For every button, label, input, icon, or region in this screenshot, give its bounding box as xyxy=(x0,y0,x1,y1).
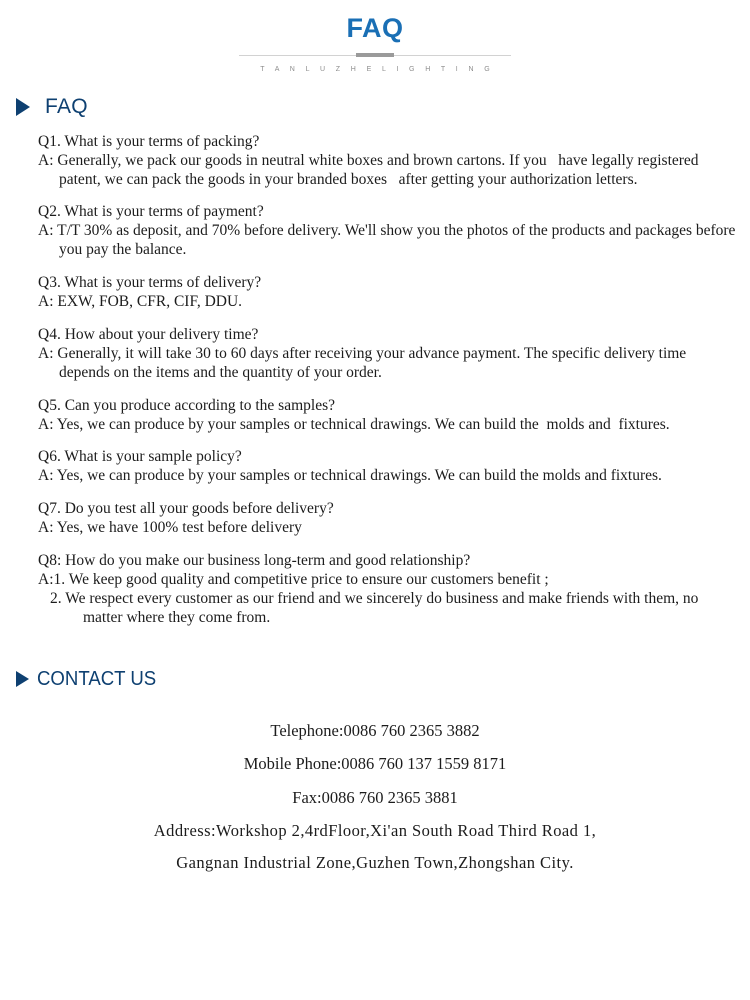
faq-answer: A:1. We keep good quality and competitive price to ensure our customers benefit ; xyxy=(38,571,549,588)
faq-question: Q7. Do you test all your goods before delivery? xyxy=(38,500,334,518)
page-title: FAQ xyxy=(346,13,404,43)
faq-answer: A: EXW, FOB, CFR, CIF, DDU. xyxy=(38,293,243,311)
faq-answer: A: Yes, we can produce by your samples or technical drawings. We can build the molds and fixtures. xyxy=(38,415,670,433)
faq-item xyxy=(38,397,736,435)
faq-item xyxy=(38,274,736,312)
faq-item xyxy=(38,203,740,260)
faq-answer: A: Yes, we can produce by your samples or technical drawings. We can build the molds and fixtures. xyxy=(38,467,662,485)
faq-question: Q3. What is your terms of delivery? xyxy=(38,274,262,292)
faq-question: Q4. How about your delivery time? xyxy=(38,325,259,343)
faq-answer-second: 2. We respect every customer as our friend and we sincerely do business and make friends with them, no matter where they come from. xyxy=(50,589,703,626)
faq-item xyxy=(38,133,736,190)
banner-divider xyxy=(239,53,511,59)
faq-question: Q1. What is your terms of packing? xyxy=(38,132,260,150)
contact-mobile-phone: Mobile Phone:0086 760 137 1559 8171 xyxy=(243,754,507,774)
faq-question: Q6. What is your sample policy? xyxy=(38,448,242,466)
contact-address-line-2: Gangnan Industrial Zone,Guzhen Town,Zhongshan City. xyxy=(176,852,574,872)
section-header-contact xyxy=(16,668,750,691)
faq-answer: A: Yes, we have 100% test before delivery xyxy=(38,519,302,537)
faq-item xyxy=(38,500,736,538)
faq-list xyxy=(38,132,740,628)
section-header-faq xyxy=(16,95,750,119)
triangle-right-icon xyxy=(16,98,30,116)
faq-question: Q5. Can you produce according to the samples? xyxy=(38,396,335,414)
faq-question: Q8: How do you make our business long-term and good relationship? xyxy=(38,552,471,570)
contact-details xyxy=(0,720,750,872)
section-title-faq: FAQ xyxy=(45,94,88,118)
faq-item xyxy=(38,448,736,486)
contact-address-line-1: Address:Workshop 2,4rdFloor,Xi'an South Road Third Road 1, xyxy=(153,821,597,841)
faq-answer: A: T/T 30% as deposit, and 70% before delivery. We'll show you the photos of the products and packages before you pay the balance. xyxy=(38,222,740,259)
brand-subtitle: T A N L U Z H E L I G H T I N G xyxy=(260,65,495,73)
faq-answer: A: Generally, we pack our goods in neutral white boxes and brown cartons. If you have legally registered patent, we can pack the goods in your branded boxes after getting your authorization letters. xyxy=(38,151,703,188)
section-title-contact: CONTACT US xyxy=(37,667,157,690)
contact-fax: Fax:0086 760 2365 3881 xyxy=(292,787,458,807)
faq-item xyxy=(38,552,736,628)
faq-item xyxy=(38,326,736,383)
page-banner xyxy=(0,0,750,73)
banner-divider-accent xyxy=(356,53,394,57)
faq-answer: A: Generally, it will take 30 to 60 days after receiving your advance payment. The specific delivery time depends on the items and the quantity of your order. xyxy=(38,344,691,381)
contact-telephone: Telephone:0086 760 2365 3882 xyxy=(270,720,480,740)
triangle-right-icon xyxy=(16,671,29,687)
faq-question: Q2. What is your terms of payment? xyxy=(38,203,264,221)
